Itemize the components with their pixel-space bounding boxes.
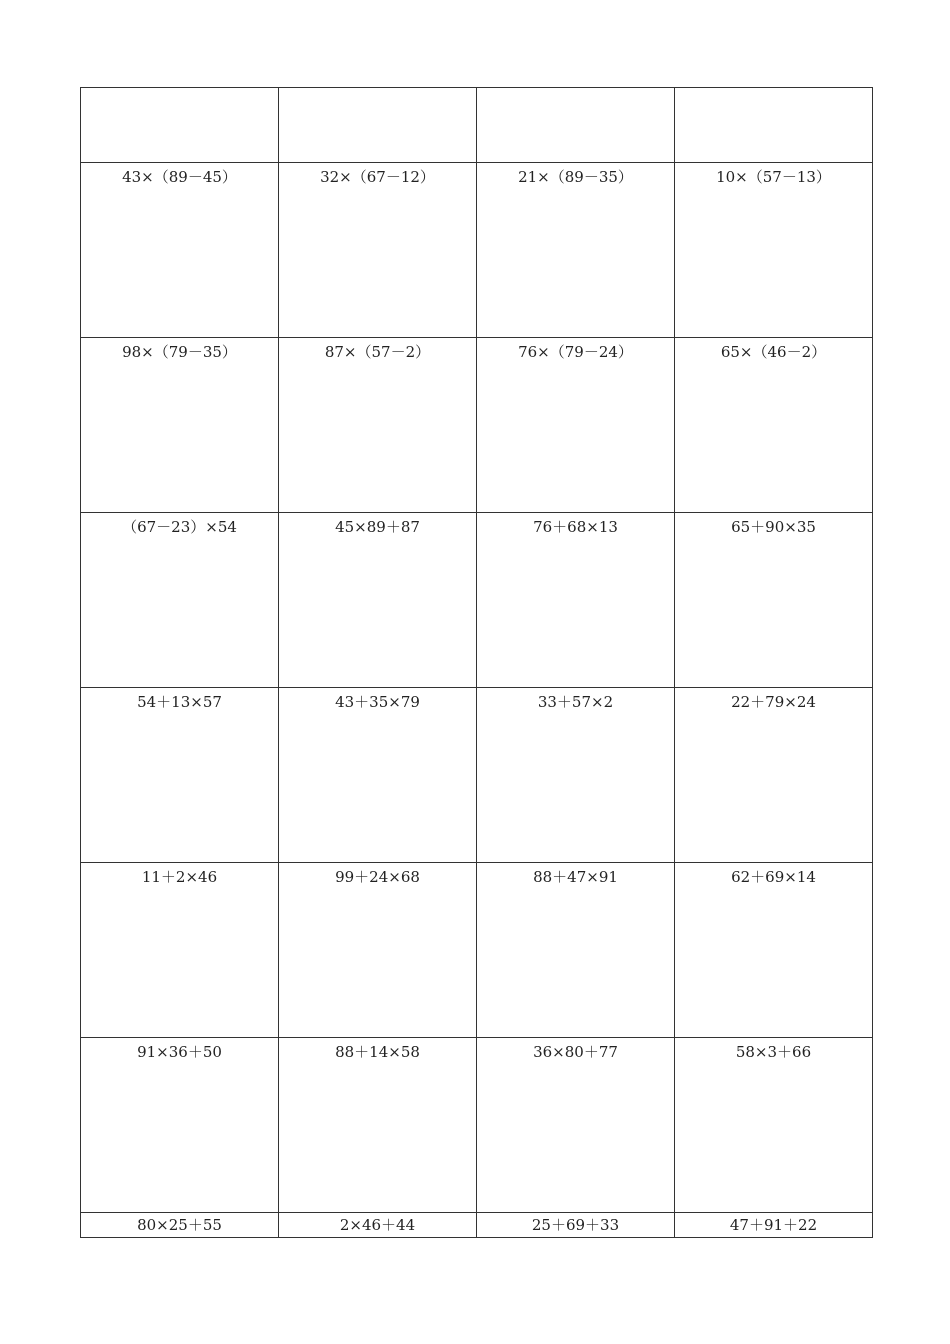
problem-cell xyxy=(81,1213,279,1238)
problem-cell xyxy=(477,513,675,688)
problem-expression: 10×（57－13） xyxy=(716,168,831,186)
worksheet-body xyxy=(81,88,873,1238)
problem-expression: 36×80＋77 xyxy=(533,1043,618,1061)
problem-cell xyxy=(279,1213,477,1238)
problem-cell xyxy=(675,688,873,863)
problem-expression: 43×（89－45） xyxy=(122,168,237,186)
problem-cell xyxy=(477,1038,675,1213)
worksheet-table xyxy=(80,87,873,1238)
problem-cell xyxy=(81,688,279,863)
problem-cell xyxy=(477,688,675,863)
problem-expression: 2×46＋44 xyxy=(339,1216,416,1234)
problem-cell xyxy=(477,863,675,1038)
problem-cell xyxy=(81,513,279,688)
problem-row xyxy=(81,1213,873,1238)
problem-cell xyxy=(675,1213,873,1238)
problem-cell xyxy=(675,513,873,688)
problem-expression: 91×36＋50 xyxy=(137,1043,222,1061)
problem-cell xyxy=(675,338,873,513)
problem-row xyxy=(81,338,873,513)
problem-expression: 99＋24×68 xyxy=(335,868,420,886)
problem-expression: 62＋69×14 xyxy=(731,868,816,886)
problem-expression: 47＋91＋22 xyxy=(729,1216,818,1234)
problem-row xyxy=(81,513,873,688)
problem-expression: 54＋13×57 xyxy=(137,693,222,711)
problem-cell xyxy=(675,163,873,338)
problem-expression: 43＋35×79 xyxy=(335,693,420,711)
problem-expression: 65＋90×35 xyxy=(731,518,816,536)
problem-row xyxy=(81,163,873,338)
problem-cell xyxy=(81,863,279,1038)
header-cell xyxy=(81,88,279,163)
problem-cell xyxy=(81,338,279,513)
problem-expression: 45×89＋87 xyxy=(335,518,420,536)
problem-cell xyxy=(675,1038,873,1213)
problem-row xyxy=(81,863,873,1038)
problem-cell xyxy=(279,163,477,338)
problem-expression: 65×（46－2） xyxy=(720,343,827,361)
header-cell xyxy=(279,88,477,163)
header-cell xyxy=(675,88,873,163)
problem-cell xyxy=(477,1213,675,1238)
problem-expression: （67－23）×54 xyxy=(122,518,237,536)
problem-expression: 76＋68×13 xyxy=(533,518,618,536)
problem-cell xyxy=(477,338,675,513)
problem-expression: 76×（79－24） xyxy=(518,343,633,361)
problem-cell xyxy=(81,1038,279,1213)
problem-expression: 22＋79×24 xyxy=(731,693,816,711)
problem-expression: 88＋47×91 xyxy=(533,868,618,886)
problem-cell xyxy=(279,688,477,863)
problem-expression: 33＋57×2 xyxy=(537,693,614,711)
problem-cell xyxy=(279,513,477,688)
problem-cell xyxy=(279,338,477,513)
problem-cell xyxy=(477,163,675,338)
problem-cell xyxy=(675,863,873,1038)
problem-expression: 11＋2×46 xyxy=(141,868,218,886)
problem-expression: 21×（89－35） xyxy=(518,168,633,186)
problem-cell xyxy=(279,863,477,1038)
problem-expression: 87×（57－2） xyxy=(324,343,431,361)
problem-expression: 25＋69＋33 xyxy=(531,1216,620,1234)
problem-cell xyxy=(81,163,279,338)
problem-expression: 98×（79－35） xyxy=(122,343,237,361)
problem-expression: 80×25＋55 xyxy=(137,1216,222,1234)
header-row xyxy=(81,88,873,163)
problem-expression: 58×3＋66 xyxy=(735,1043,812,1061)
problem-expression: 88＋14×58 xyxy=(335,1043,420,1061)
problem-row xyxy=(81,1038,873,1213)
problem-expression: 32×（67－12） xyxy=(320,168,435,186)
header-cell xyxy=(477,88,675,163)
problem-cell xyxy=(279,1038,477,1213)
problem-row xyxy=(81,688,873,863)
